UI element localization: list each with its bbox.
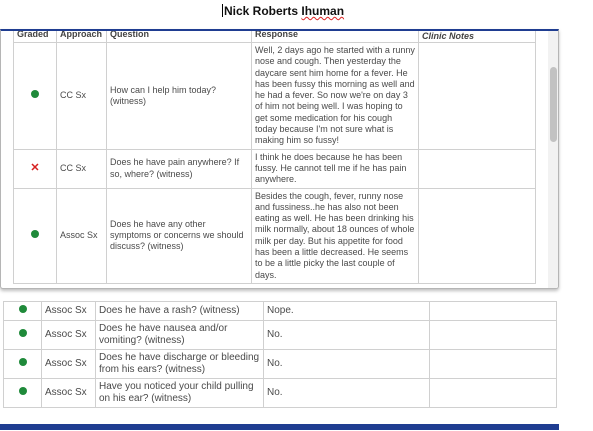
table-row [4,379,557,408]
interview-grading-panel [0,29,559,289]
question-cell: Does he have a rash? (witness) [96,302,264,321]
question-cell: Does he have nausea and/or vomiting? (witness) [96,321,264,350]
response-text: Well, 2 days ago he started with a runny nose and cough. Then yesterday the daycare sent him home for a fever. He has been fussy this morning as well and he had a fever. So now we're on day 3 of him not being well. I was hoping to get some medication for his cough today because I'm not sure what is making him so fussy! [255,45,415,146]
approach-cell: Assoc Sx [42,302,96,321]
question-cell: How can I help him today? (witness) [107,43,252,150]
text-cursor [222,4,223,17]
panel-scrollbar-thumb[interactable] [550,67,557,142]
grade-cell [14,188,57,283]
clinic-notes-cell[interactable] [419,149,536,188]
graded-missed-icon: ✕ [30,161,40,174]
table-row [4,302,557,321]
grade-cell [14,149,57,188]
table-row [14,43,536,150]
question-cell: Does he have any other symptoms or concerns we should discuss? (witness) [107,188,252,283]
approach-cell: Assoc Sx [42,379,96,408]
header-question: Question [107,29,252,43]
grading-table [13,29,536,284]
grade-cell [4,350,42,379]
title-first-name: Nick Roberts [224,4,299,18]
approach-cell: CC Sx [57,149,107,188]
grade-cell [4,321,42,350]
graded-correct-icon [31,230,39,238]
approach-cell: CC Sx [57,43,107,150]
graded-correct-icon [19,329,27,337]
response-text: I think he does because he has been fussy. He cannot tell me if he has pain anywhere. [255,151,407,185]
table-row [4,350,557,379]
header-clinic-notes: Clinic Notes [419,29,536,43]
question-cell: Does he have discharge or bleeding from his ears? (witness) [96,350,264,379]
clinic-notes-cell[interactable] [430,350,557,379]
response-cell: No. [264,321,430,350]
grade-cell [4,302,42,321]
clinic-notes-cell[interactable] [419,188,536,283]
grade-cell [14,43,57,150]
table-row [14,149,536,188]
header-response: Response [252,29,419,43]
table-header-row [14,29,536,43]
bottom-accent-bar [0,424,559,430]
graded-correct-icon [19,358,27,366]
document-title [222,4,344,18]
clinic-notes-cell[interactable] [419,43,536,150]
clinic-notes-cell[interactable] [430,302,557,321]
approach-cell: Assoc Sx [42,321,96,350]
graded-correct-icon [19,387,27,395]
response-cell: No. [264,379,430,408]
approach-cell: Assoc Sx [42,350,96,379]
clinic-notes-cell[interactable] [430,379,557,408]
header-approach: Approach [57,29,107,43]
clinic-notes-cell[interactable] [430,321,557,350]
title-last-name: Ihuman [301,4,345,18]
table-row [14,188,536,283]
table-row [4,321,557,350]
response-cell [252,43,419,150]
question-cell: Have you noticed your child pulling on his ear? (witness) [96,379,264,408]
grade-cell [4,379,42,408]
graded-correct-icon [19,305,27,313]
graded-correct-icon [31,90,39,98]
response-cell: Nope. [264,302,430,321]
lower-grading-table [3,301,557,408]
question-cell: Does he have pain anywhere? If so, where? (witness) [107,149,252,188]
response-cell: No. [264,350,430,379]
response-cell [252,149,419,188]
approach-cell: Assoc Sx [57,188,107,283]
header-graded: Graded [14,29,57,43]
response-cell [252,188,419,283]
response-text: Besides the cough, fever, runny nose and fussiness..he has also not been eating as well. He has been drinking his milk normally, about 18 ounces of whole milk per day. But his appetite for food has been a little decreased. He seems to be a little picky the last couple of days. [255,190,415,280]
